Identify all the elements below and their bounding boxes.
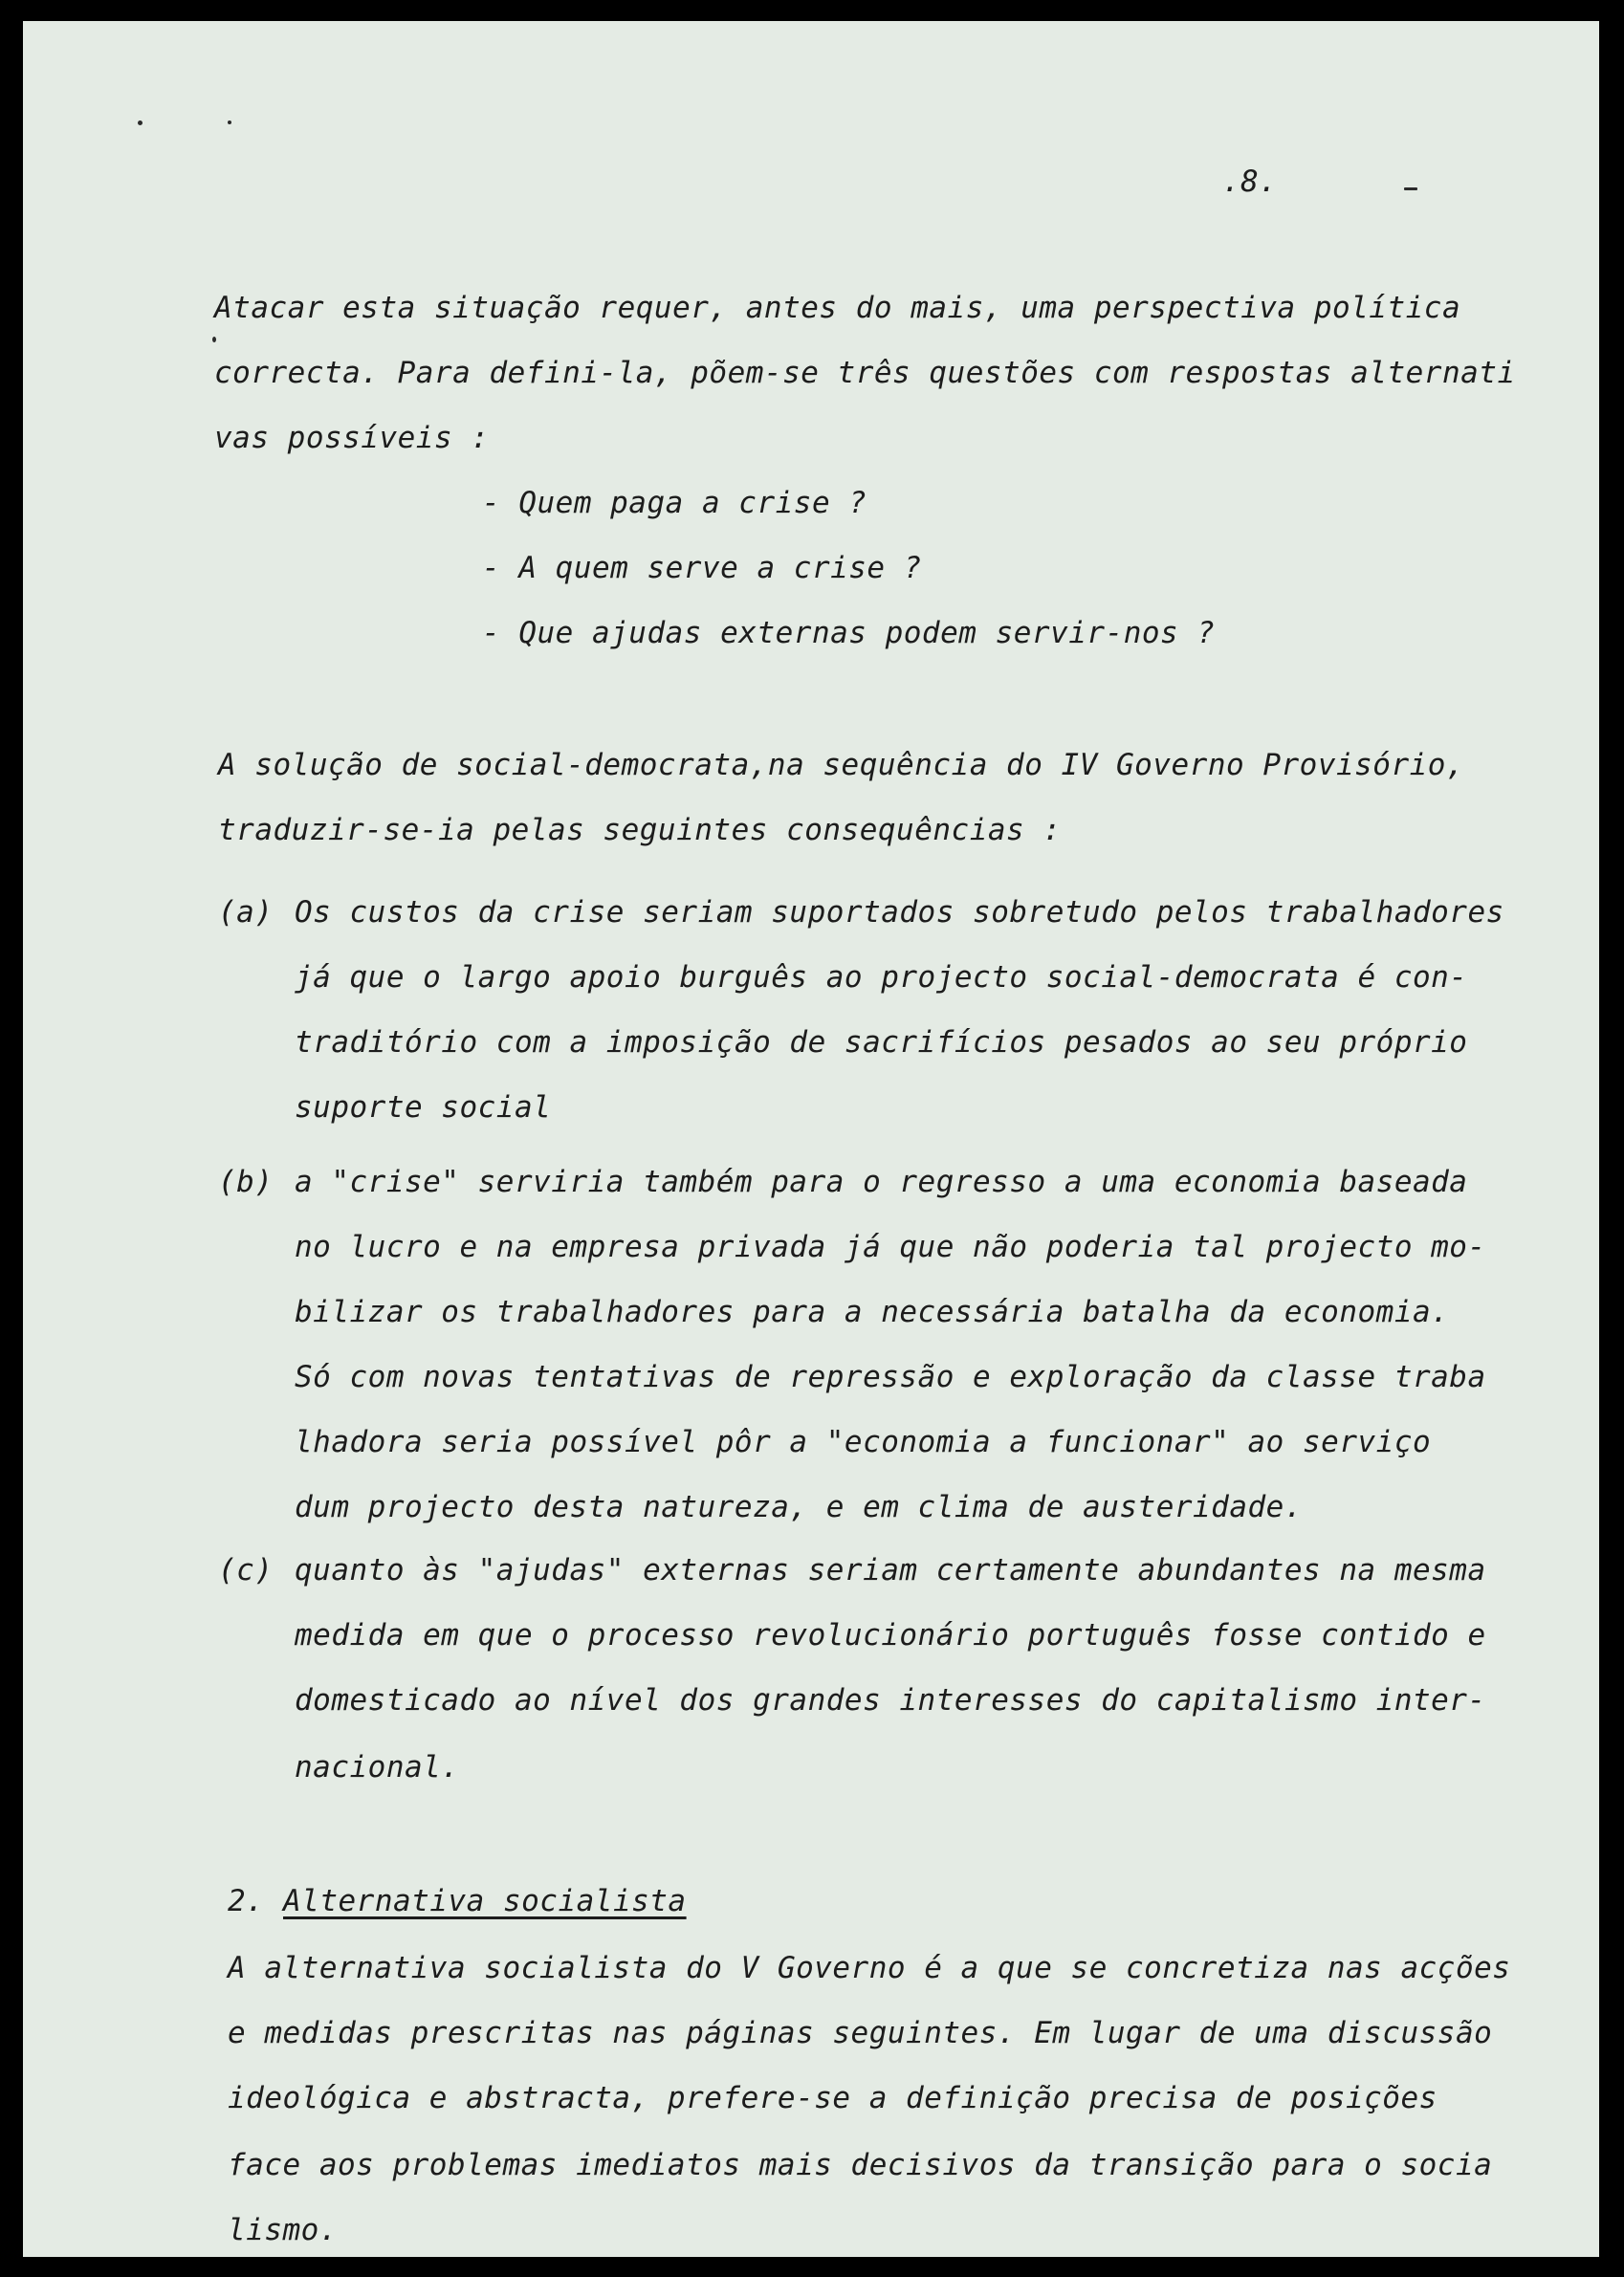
section-heading: Alternativa socialista [283,1884,687,1918]
scan-speck [212,337,216,342]
question-item: - Que ajudas externas podem servir-nos ? [482,616,1216,650]
text-line: lismo. [228,2213,338,2247]
text-line: face aos problemas imediatos mais decisivos da transição para o socia [228,2148,1493,2182]
text-line: e medidas prescritas nas páginas seguintes. Em lugar de uma discussão [228,2016,1493,2050]
text-line: no lucro e na empresa privada já que não poderia tal projecto mo- [295,1230,1486,1264]
text-line: ideológica e abstracta, prefere-se a definição precisa de posições [228,2081,1437,2115]
text-line: bilizar os trabalhadores para a necessária batalha da economia. [295,1295,1450,1329]
question-item: - A quem serve a crise ? [482,551,922,585]
text-line: a "crise" serviria também para o regresso a uma economia baseada [295,1165,1468,1199]
text-line: Os custos da crise seriam suportados sobretudo pelos trabalhadores [295,895,1504,930]
text-line: dum projecto desta natureza, e em clima de austeridade. [295,1490,1303,1524]
text-line: domesticado ao nível dos grandes interesses do capitalismo inter- [295,1683,1486,1718]
text-line: Só com novas tentativas de repressão e exploração da classe traba [295,1360,1486,1394]
text-line: A alternativa socialista do V Governo é a que se concretiza nas acções [228,1951,1511,1985]
question-item: - Quem paga a crise ? [482,486,867,520]
text-line: A solução de social-democrata,na sequência do IV Governo Provisório, [218,748,1465,782]
text-line: traduzir-se-ia pelas seguintes consequências : [218,813,1062,847]
text-line: Atacar esta situação requer, antes do mais, uma perspectiva política [214,291,1461,325]
scan-speck [228,120,231,124]
text-line: correcta. Para defini-la, põem-se três questões com respostas alternati [214,356,1516,390]
item-marker: (b) [218,1165,274,1199]
page-number: .8. [1222,164,1278,199]
document-page [23,21,1599,2257]
text-line: vas possíveis : [214,421,490,455]
item-marker: (c) [218,1553,274,1587]
text-line: medida em que o processo revolucionário português fosse contido e [295,1618,1486,1653]
text-line: suporte social [295,1090,552,1125]
text-line: nacional. [295,1750,460,1784]
scan-speck [1404,187,1417,190]
section-number: 2. [228,1884,265,1918]
scan-speck [138,120,143,125]
text-line: quanto às "ajudas" externas seriam certamente abundantes na mesma [295,1553,1486,1587]
text-line: já que o largo apoio burguês ao projecto social-democrata é con- [295,960,1468,995]
text-line: lhadora seria possível pôr a "economia a funcionar" ao serviço [295,1425,1432,1459]
text-line: traditório com a imposição de sacrifícios pesados ao seu próprio [295,1025,1468,1060]
item-marker: (a) [218,895,274,930]
